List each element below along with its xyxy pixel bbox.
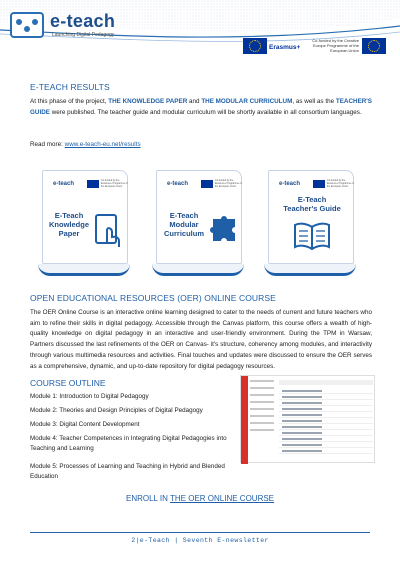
puzzle-icon [209,211,239,245]
eu-flag-icon [87,180,99,188]
eteach-logo: e-teach [50,11,116,31]
eu-flag-icon [313,180,325,188]
results-paragraph: At this phase of the project, THE KNOWLEDGE PAPER and THE MODULAR CURRICULUM, as well as the TEACHER'S GUIDE were published. The teacher guide and modular curriculum will be shortly available in all consortium languages. [30,98,373,116]
knowledge-paper-cover[interactable]: e-teach Co-funded by the Erasmus+ Programme of the European Union E-Teach Knowledge Paper [38,168,130,278]
eu-flag-icon [243,38,267,54]
section-title-results: E-TEACH RESULTS [30,82,110,92]
logo-tagline: Launching Digital Pedagogy [52,32,115,38]
modular-curriculum-cover[interactable]: e-teach Co-funded by the Erasmus+ Programme of the European Union E-Teach Modular Curriculum [152,168,244,278]
tablet-touch-icon [93,213,123,247]
eu-flag-icon [362,38,386,54]
section-title-oer: OPEN EDUCATIONAL RESOURCES (OER) ONLINE COURSE [30,293,276,303]
eu-flag-icon [201,180,213,188]
page-footer: 2|e-Teach | Seventh E-newsletter [131,537,269,544]
course-outline-title: COURSE OUTLINE [30,378,106,388]
teachers-guide-cover[interactable]: e-teach Co-funded by the Erasmus+ Programme of the European Union E-Teach Teacher's Guide [264,168,356,278]
oer-paragraph: The OER Online Course is an interactive online learning designed to cater to the needs of current and future teachers who aim to refine their skills in digital pedagogy. Accessible through the Canvas platform, this course offers a wealth of high-quality knowledge on digital pedagogy in an interactive and user-friendly environment. During the TPM in Warsaw, Partners discussed the last refinements of the OER on Canvas- it's structure, coherency among modules, and interactivity through various multimedia resources and activities. Final touches and updates were discussed to ensure the OER serves as a comprehensive, dynamic, and up-to-date repository for digital pedagogy resources. [30,309,372,370]
module-item: Module 1: Introduction to Digital Pedagogy [30,393,149,400]
module-item: Module 4: Teacher Competences in Integrating Digital Pedagogies into Teaching and Learning [30,435,227,453]
module-item: Module 5: Processes of Learning and Teaching in Hybrid and Blended Education [30,463,225,481]
erasmus-plus-logo: Erasmus+ [269,44,301,51]
results-url-link[interactable]: www.e-teach-eu.net/results [64,141,141,148]
eteach-logo-icon [10,12,44,38]
enroll-line: ENROLL IN THE OER ONLINE COURSE [125,494,275,503]
modular-curriculum-link[interactable]: THE MODULAR CURRICULUM [201,98,293,105]
footer-divider [30,532,370,533]
module-item: Module 2: Theories and Design Principles of Digital Pedagogy [30,407,203,414]
module-item: Module 3: Digital Content Development [30,421,140,428]
teachers-guide-link[interactable]: TEACHER'S GUIDE [30,98,373,116]
enroll-link[interactable]: THE OER ONLINE COURSE [170,494,275,503]
knowledge-paper-link[interactable]: THE KNOWLEDGE PAPER [108,98,188,105]
page-header [0,0,400,62]
canvas-course-screenshot [240,375,375,463]
read-more-line: Read more: www.e-teach-eu.net/results [30,141,141,148]
open-book-icon [293,221,331,251]
cofunded-note: Co-funded by the Creative Europe Programme of the European Union [312,38,359,53]
